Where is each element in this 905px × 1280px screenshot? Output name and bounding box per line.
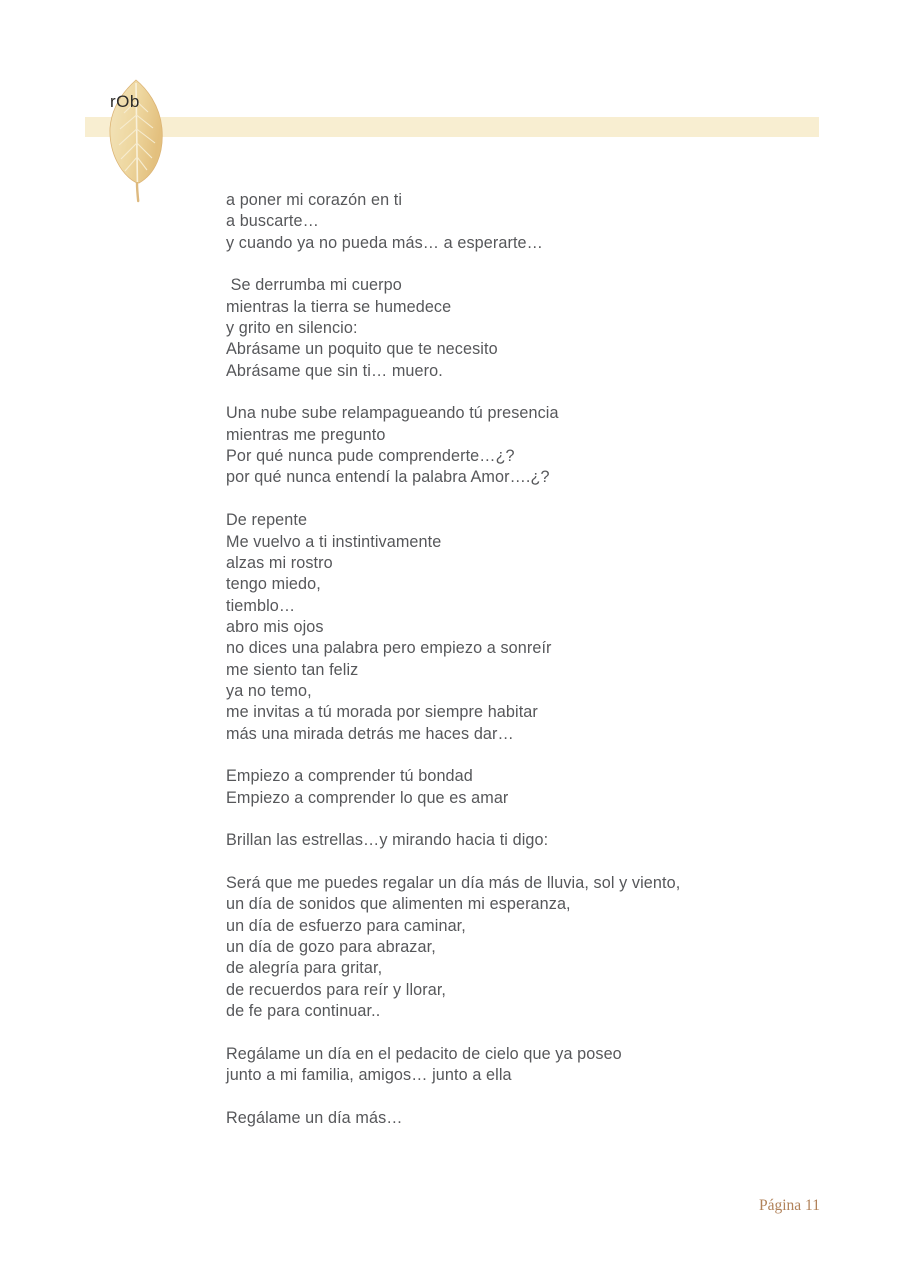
poem-line	[226, 254, 680, 275]
poem-line: y grito en silencio:	[226, 319, 358, 338]
poem-line: a buscarte…	[226, 212, 319, 231]
poem-body	[226, 190, 680, 1129]
poem-line: Abrásame un poquito que te necesito	[226, 340, 498, 359]
poem-line: Empiezo a comprender tú bondad	[226, 767, 473, 786]
poem-line: De repente	[226, 511, 308, 530]
poem-line	[226, 1022, 680, 1043]
poem-line: Brillan las estrellas…y mirando hacia ti digo:	[226, 831, 549, 850]
poem-line: Abrásame que sin ti… muero.	[226, 361, 443, 380]
poem-line: junto a mi familia, amigos… junto a ella	[226, 1066, 512, 1085]
poem-line: un día de gozo para abrazar,	[226, 938, 436, 957]
poem-line	[226, 489, 680, 510]
poem-line: de fe para continuar..	[226, 1002, 381, 1021]
poem-line: Regálame un día en el pedacito de cielo que ya poseo	[226, 1044, 622, 1063]
poem-line	[226, 1086, 680, 1107]
poem-line: alzas mi rostro	[226, 553, 333, 572]
poem-line: tengo miedo,	[226, 575, 321, 594]
poem-line: Me vuelvo a ti instintivamente	[226, 532, 442, 551]
poem-line: me invitas a tú morada por siempre habitar	[226, 703, 538, 722]
poem-line: de recuerdos para reír y llorar,	[226, 980, 447, 999]
poem-line: me siento tan feliz	[226, 660, 359, 679]
poem-line: Empiezo a comprender lo que es amar	[226, 788, 509, 807]
poem-line: Será que me puedes regalar un día más de lluvia, sol y viento,	[226, 874, 681, 892]
poem-line: mientras la tierra se humedece	[226, 297, 452, 316]
logo-text: rOb	[110, 92, 140, 111]
poem-line: abro mis ojos	[226, 617, 324, 636]
poem-line: por qué nunca entendí la palabra Amor….¿?	[226, 468, 550, 487]
poem-line: y cuando ya no pueda más… a esperarte…	[226, 233, 543, 252]
header-band	[85, 117, 819, 137]
poem-line	[226, 382, 680, 403]
page-number: Página 11	[759, 1197, 820, 1214]
poem-line: tiemblo…	[226, 596, 296, 615]
poem-line: Por qué nunca pude comprenderte…¿?	[226, 447, 515, 466]
poem-line	[226, 852, 680, 873]
poem-line	[226, 809, 680, 830]
poem-line: ya no temo,	[226, 681, 312, 700]
poem-line: un día de sonidos que alimenten mi esperanza,	[226, 895, 571, 914]
poem-line: Regálame un día más…	[226, 1108, 403, 1127]
poem-line: Se derrumba mi cuerpo	[226, 276, 402, 295]
poem-line	[226, 745, 680, 766]
poem-line: un día de esfuerzo para caminar,	[226, 916, 466, 935]
poem-line: a poner mi corazón en ti	[226, 191, 403, 209]
poem-line: más una mirada detrás me haces dar…	[226, 724, 514, 743]
poem-line: no dices una palabra pero empiezo a sonreír	[226, 639, 552, 658]
poem-line: mientras me pregunto	[226, 425, 386, 444]
poem-line: Una nube sube relampagueando tú presencia	[226, 404, 559, 423]
poem-line: de alegría para gritar,	[226, 959, 383, 978]
logo-leaf	[100, 79, 172, 203]
